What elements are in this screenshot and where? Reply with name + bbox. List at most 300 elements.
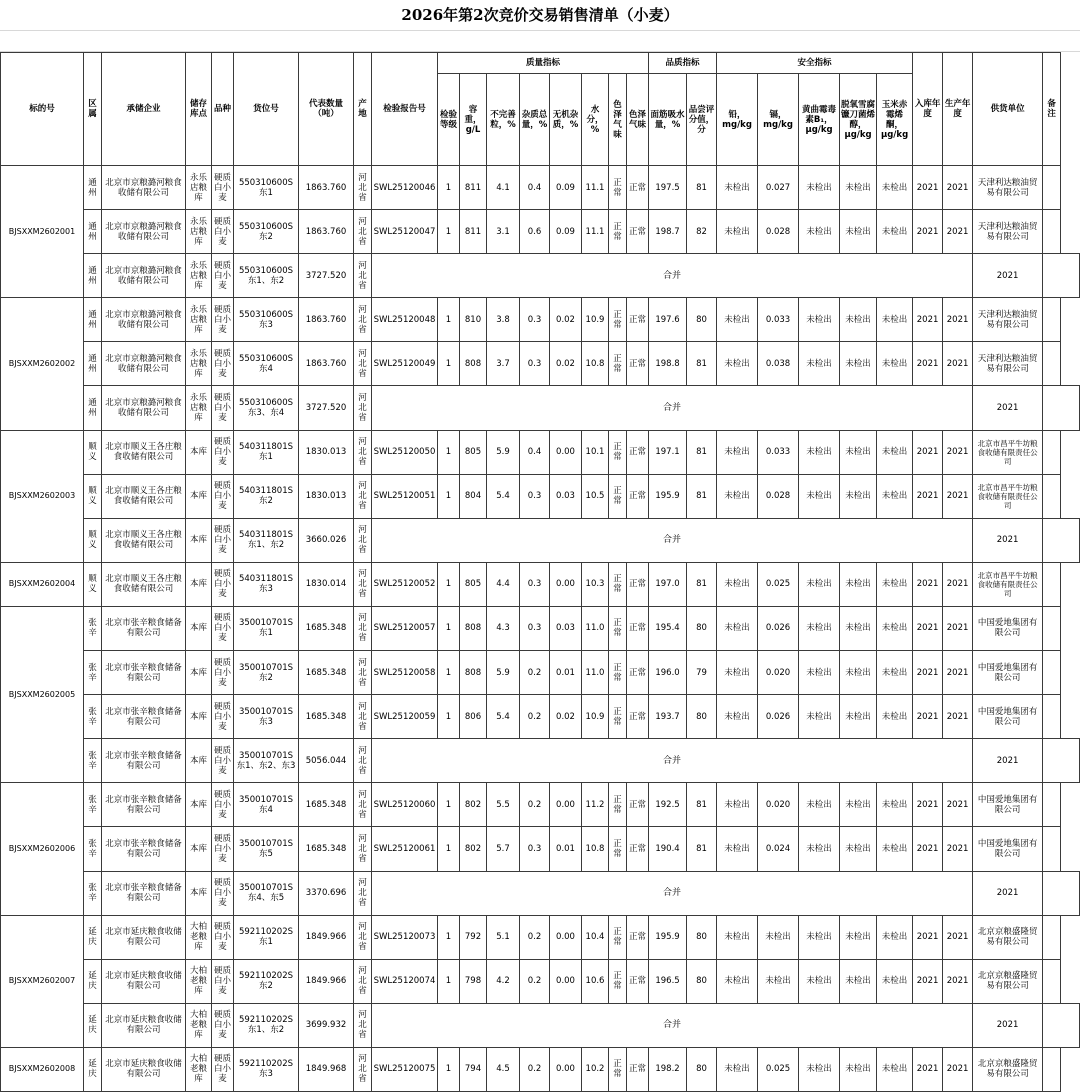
color2-cell: 正常	[627, 210, 649, 254]
header-grade: 检验等级	[438, 74, 460, 166]
prod-year-cell: 2021	[943, 430, 973, 474]
color2-cell: 正常	[627, 783, 649, 827]
gluten-cell: 198.8	[649, 342, 687, 386]
color2-cell: 正常	[627, 695, 649, 739]
origin-cell: 河北省	[354, 386, 372, 430]
variety-cell: 硬质白小麦	[212, 386, 234, 430]
sales-table	[0, 52, 1080, 1092]
remark-cell	[1043, 695, 1061, 739]
remark-cell	[1043, 474, 1061, 518]
imperfect-cell: 5.9	[487, 651, 520, 695]
supplier-cell: 天津利达粮油贸易有限公司	[973, 342, 1043, 386]
aflatoxin-cell: 未检出	[799, 783, 840, 827]
color-cell: 正常	[609, 606, 627, 650]
cadmium-cell: 0.033	[758, 430, 799, 474]
district-cell: 通州	[84, 386, 102, 430]
supplier-cell: 北京市昌平牛坊粮食收储有限责任公司	[973, 562, 1043, 606]
mineral-cell: 0.00	[550, 562, 582, 606]
depot-cell: 大柏老粮库	[186, 1003, 212, 1047]
company-cell: 北京市张辛粮食储备有限公司	[102, 651, 186, 695]
in-year-cell: 2021	[913, 959, 943, 1003]
table-row	[1, 474, 1080, 518]
grade-cell: 1	[438, 166, 460, 210]
header-aflatoxin: 黄曲霉毒素B₁，μg/kg	[799, 74, 840, 166]
in-year-cell: 2021	[913, 695, 943, 739]
origin-cell: 河北省	[354, 518, 372, 562]
quantity-cell: 1685.348	[299, 783, 354, 827]
supplier-cell: 中国爱地集团有限公司	[973, 783, 1043, 827]
imperfect-cell: 5.4	[487, 695, 520, 739]
gluten-cell: 192.5	[649, 783, 687, 827]
prod-year-cell: 2021	[943, 915, 973, 959]
company-cell: 北京市顺义王各庄粮食收储有限公司	[102, 518, 186, 562]
header-group-quality: 质量指标	[438, 53, 649, 74]
aflatoxin-cell: 未检出	[799, 1047, 840, 1091]
moisture-cell: 10.8	[582, 827, 609, 871]
zen-cell: 未检出	[877, 651, 913, 695]
variety-cell: 硬质白小麦	[212, 651, 234, 695]
lead-cell: 未检出	[717, 651, 758, 695]
header-impurity: 杂质总量，%	[520, 74, 550, 166]
gluten-cell: 197.0	[649, 562, 687, 606]
gluten-cell: 197.5	[649, 166, 687, 210]
mineral-cell: 0.02	[550, 298, 582, 342]
header-don: 脱氧雪腐镰刀菌烯醇，μg/kg	[840, 74, 877, 166]
zen-cell: 未检出	[877, 298, 913, 342]
density-cell: 802	[460, 827, 487, 871]
district-cell: 张辛	[84, 695, 102, 739]
blank-cell	[1043, 254, 1080, 298]
merged-label-cell: 合并	[372, 518, 973, 562]
mineral-cell: 0.00	[550, 783, 582, 827]
table-row	[1, 1047, 1080, 1091]
table-row	[1, 210, 1080, 254]
score-cell: 81	[687, 430, 717, 474]
mineral-cell: 0.09	[550, 210, 582, 254]
header-district: 区属	[84, 53, 102, 166]
color-cell: 正常	[609, 562, 627, 606]
lead-cell: 未检出	[717, 606, 758, 650]
impurity-cell: 0.3	[520, 474, 550, 518]
score-cell: 81	[687, 342, 717, 386]
prod-year-cell: 2021	[943, 695, 973, 739]
district-cell: 通州	[84, 166, 102, 210]
header-variety: 品种	[212, 53, 234, 166]
header-lead: 铅，mg/kg	[717, 74, 758, 166]
imperfect-cell: 5.1	[487, 915, 520, 959]
moisture-cell: 11.1	[582, 210, 609, 254]
zen-cell: 未检出	[877, 474, 913, 518]
aflatoxin-cell: 未检出	[799, 474, 840, 518]
cadmium-cell: 未检出	[758, 915, 799, 959]
report-cell: SWL25120048	[372, 298, 438, 342]
depot-cell: 本库	[186, 474, 212, 518]
grade-cell: 1	[438, 474, 460, 518]
score-cell: 80	[687, 606, 717, 650]
company-cell: 北京市延庆粮食收储有限公司	[102, 915, 186, 959]
report-cell: SWL25120073	[372, 915, 438, 959]
location-cell: 540311801S东1	[234, 430, 299, 474]
gluten-cell: 196.0	[649, 651, 687, 695]
variety-cell: 硬质白小麦	[212, 210, 234, 254]
remark-cell	[1043, 342, 1061, 386]
merged-label-cell: 合并	[372, 254, 973, 298]
district-cell: 张辛	[84, 651, 102, 695]
supplier-cell: 中国爱地集团有限公司	[973, 651, 1043, 695]
company-cell: 北京市延庆粮食收储有限公司	[102, 959, 186, 1003]
report-cell: SWL25120057	[372, 606, 438, 650]
color-cell: 正常	[609, 166, 627, 210]
blank-cell	[1043, 871, 1080, 915]
variety-cell: 硬质白小麦	[212, 430, 234, 474]
district-cell: 通州	[84, 210, 102, 254]
in-year-cell: 2021	[913, 342, 943, 386]
district-cell: 通州	[84, 254, 102, 298]
density-cell: 805	[460, 430, 487, 474]
impurity-cell: 0.6	[520, 210, 550, 254]
cadmium-cell: 0.025	[758, 562, 799, 606]
cadmium-cell: 0.033	[758, 298, 799, 342]
company-cell: 北京市京粮潞河粮食收储有限公司	[102, 298, 186, 342]
quantity-cell: 1685.348	[299, 695, 354, 739]
remark-cell	[1043, 651, 1061, 695]
quantity-cell: 3660.026	[299, 518, 354, 562]
gluten-cell: 195.4	[649, 606, 687, 650]
origin-cell: 河北省	[354, 871, 372, 915]
company-cell: 北京市顺义王各庄粮食收储有限公司	[102, 562, 186, 606]
header-lot-no: 标的号	[1, 53, 84, 166]
company-cell: 北京市京粮潞河粮食收储有限公司	[102, 210, 186, 254]
location-cell: 550310600S东1、东2	[234, 254, 299, 298]
score-cell: 81	[687, 166, 717, 210]
don-cell: 未检出	[840, 298, 877, 342]
merged-label-cell: 合并	[372, 386, 973, 430]
impurity-cell: 0.3	[520, 827, 550, 871]
district-cell: 延庆	[84, 959, 102, 1003]
variety-cell: 硬质白小麦	[212, 518, 234, 562]
don-cell: 未检出	[840, 474, 877, 518]
lead-cell: 未检出	[717, 474, 758, 518]
lead-cell: 未检出	[717, 915, 758, 959]
lead-cell: 未检出	[717, 695, 758, 739]
color-cell: 正常	[609, 959, 627, 1003]
depot-cell: 大柏老粮库	[186, 1047, 212, 1091]
impurity-cell: 0.2	[520, 695, 550, 739]
imperfect-cell: 3.1	[487, 210, 520, 254]
density-cell: 798	[460, 959, 487, 1003]
cadmium-cell: 0.026	[758, 606, 799, 650]
district-cell: 顺义	[84, 562, 102, 606]
company-cell: 北京市张辛粮食储备有限公司	[102, 739, 186, 783]
gluten-cell: 190.4	[649, 827, 687, 871]
lead-cell: 未检出	[717, 959, 758, 1003]
in-year-cell: 2021	[913, 474, 943, 518]
zen-cell: 未检出	[877, 695, 913, 739]
color-cell: 正常	[609, 651, 627, 695]
report-cell: SWL25120059	[372, 695, 438, 739]
table-row	[1, 783, 1080, 827]
aflatoxin-cell: 未检出	[799, 342, 840, 386]
quantity-cell: 1830.014	[299, 562, 354, 606]
quantity-cell: 5056.044	[299, 739, 354, 783]
company-cell: 北京市张辛粮食储备有限公司	[102, 871, 186, 915]
prod-year-cell: 2021	[943, 210, 973, 254]
density-cell: 792	[460, 915, 487, 959]
mineral-cell: 0.09	[550, 166, 582, 210]
in-year-cell: 2021	[913, 562, 943, 606]
moisture-cell: 10.3	[582, 562, 609, 606]
quantity-cell: 1863.760	[299, 298, 354, 342]
quantity-cell: 1830.013	[299, 430, 354, 474]
score-cell: 79	[687, 651, 717, 695]
table-row	[1, 562, 1080, 606]
supplier-cell: 中国爱地集团有限公司	[973, 606, 1043, 650]
header-origin: 产地	[354, 53, 372, 166]
header-moisture: 水分，%	[582, 74, 609, 166]
moisture-cell: 10.5	[582, 474, 609, 518]
in-year-cell: 2021	[973, 871, 1043, 915]
color2-cell: 正常	[627, 342, 649, 386]
quantity-cell: 1849.966	[299, 915, 354, 959]
quantity-cell: 1849.968	[299, 1047, 354, 1091]
origin-cell: 河北省	[354, 695, 372, 739]
supplier-cell: 北京京粮盛隆贸易有限公司	[973, 915, 1043, 959]
aflatoxin-cell: 未检出	[799, 430, 840, 474]
variety-cell: 硬质白小麦	[212, 783, 234, 827]
location-cell: 550310600S东3	[234, 298, 299, 342]
quantity-cell: 1849.966	[299, 959, 354, 1003]
depot-cell: 本库	[186, 430, 212, 474]
report-cell: SWL25120051	[372, 474, 438, 518]
variety-cell: 硬质白小麦	[212, 1047, 234, 1091]
district-cell: 通州	[84, 342, 102, 386]
merged-label-cell: 合并	[372, 1003, 973, 1047]
origin-cell: 河北省	[354, 342, 372, 386]
table-row	[1, 915, 1080, 959]
don-cell: 未检出	[840, 783, 877, 827]
imperfect-cell: 3.7	[487, 342, 520, 386]
depot-cell: 大柏老粮库	[186, 959, 212, 1003]
grade-cell: 1	[438, 827, 460, 871]
moisture-cell: 10.2	[582, 1047, 609, 1091]
table-row-merged	[1, 871, 1080, 915]
mineral-cell: 0.00	[550, 430, 582, 474]
depot-cell: 永乐店粮库	[186, 386, 212, 430]
remark-cell	[1043, 430, 1061, 474]
zen-cell: 未检出	[877, 915, 913, 959]
quantity-cell: 3370.696	[299, 871, 354, 915]
table-row	[1, 342, 1080, 386]
cadmium-cell: 0.020	[758, 651, 799, 695]
color2-cell: 正常	[627, 166, 649, 210]
variety-cell: 硬质白小麦	[212, 606, 234, 650]
supplier-cell: 北京市昌平牛坊粮食收储有限责任公司	[973, 430, 1043, 474]
density-cell: 811	[460, 166, 487, 210]
in-year-cell: 2021	[973, 518, 1043, 562]
header-prod-year: 生产年度	[943, 53, 973, 166]
score-cell: 80	[687, 959, 717, 1003]
zen-cell: 未检出	[877, 827, 913, 871]
lead-cell: 未检出	[717, 342, 758, 386]
table-row	[1, 298, 1080, 342]
aflatoxin-cell: 未检出	[799, 959, 840, 1003]
header-location: 货位号	[234, 53, 299, 166]
color2-cell: 正常	[627, 562, 649, 606]
aflatoxin-cell: 未检出	[799, 915, 840, 959]
origin-cell: 河北省	[354, 739, 372, 783]
don-cell: 未检出	[840, 606, 877, 650]
variety-cell: 硬质白小麦	[212, 254, 234, 298]
color2-cell: 正常	[627, 606, 649, 650]
don-cell: 未检出	[840, 651, 877, 695]
company-cell: 北京市张辛粮食储备有限公司	[102, 695, 186, 739]
header-company: 承储企业	[102, 53, 186, 166]
depot-cell: 本库	[186, 518, 212, 562]
don-cell: 未检出	[840, 342, 877, 386]
impurity-cell: 0.3	[520, 562, 550, 606]
don-cell: 未检出	[840, 827, 877, 871]
quantity-cell: 1685.348	[299, 827, 354, 871]
zen-cell: 未检出	[877, 210, 913, 254]
header-density: 容重，g/L	[460, 74, 487, 166]
moisture-cell: 10.1	[582, 430, 609, 474]
cadmium-cell: 0.027	[758, 166, 799, 210]
variety-cell: 硬质白小麦	[212, 827, 234, 871]
impurity-cell: 0.2	[520, 1047, 550, 1091]
quantity-cell: 1863.760	[299, 342, 354, 386]
depot-cell: 本库	[186, 606, 212, 650]
table-row-merged	[1, 386, 1080, 430]
variety-cell: 硬质白小麦	[212, 915, 234, 959]
moisture-cell: 10.8	[582, 342, 609, 386]
color-cell: 正常	[609, 430, 627, 474]
header-depot: 储存库点	[186, 53, 212, 166]
location-cell: 540311801S东3	[234, 562, 299, 606]
depot-cell: 永乐店粮库	[186, 342, 212, 386]
imperfect-cell: 4.2	[487, 959, 520, 1003]
impurity-cell: 0.4	[520, 166, 550, 210]
report-cell: SWL25120075	[372, 1047, 438, 1091]
color2-cell: 正常	[627, 430, 649, 474]
color2-cell: 正常	[627, 1047, 649, 1091]
company-cell: 北京市张辛粮食储备有限公司	[102, 827, 186, 871]
district-cell: 延庆	[84, 915, 102, 959]
cadmium-cell: 0.020	[758, 783, 799, 827]
remark-cell	[1043, 562, 1061, 606]
depot-cell: 本库	[186, 783, 212, 827]
impurity-cell: 0.4	[520, 430, 550, 474]
table-row-merged	[1, 254, 1080, 298]
supplier-cell: 中国爱地集团有限公司	[973, 695, 1043, 739]
header-imperfect: 不完善粒，%	[487, 74, 520, 166]
remark-cell	[1043, 606, 1061, 650]
don-cell: 未检出	[840, 959, 877, 1003]
location-cell: 550310600S东3、东4	[234, 386, 299, 430]
location-cell: 350010701S东1、东2、东3	[234, 739, 299, 783]
blank-cell	[1043, 518, 1080, 562]
prod-year-cell: 2021	[943, 959, 973, 1003]
header-supplier: 供货单位	[973, 53, 1043, 166]
don-cell: 未检出	[840, 695, 877, 739]
lot-number-cell: BJSXXM2602004	[1, 562, 84, 606]
remark-cell	[1043, 827, 1061, 871]
location-cell: 592110202S东1、东2	[234, 1003, 299, 1047]
district-cell: 延庆	[84, 1047, 102, 1091]
gluten-cell: 193.7	[649, 695, 687, 739]
cadmium-cell: 未检出	[758, 959, 799, 1003]
remark-cell	[1043, 1047, 1061, 1091]
origin-cell: 河北省	[354, 959, 372, 1003]
lot-number-cell: BJSXXM2602006	[1, 783, 84, 915]
origin-cell: 河北省	[354, 915, 372, 959]
imperfect-cell: 4.3	[487, 606, 520, 650]
company-cell: 北京市京粮潞河粮食收储有限公司	[102, 386, 186, 430]
in-year-cell: 2021	[913, 430, 943, 474]
prod-year-cell: 2021	[943, 783, 973, 827]
grade-cell: 1	[438, 783, 460, 827]
report-cell: SWL25120060	[372, 783, 438, 827]
page-title: 2026年第2次竞价交易销售清单（小麦）	[401, 6, 679, 24]
aflatoxin-cell: 未检出	[799, 651, 840, 695]
remark-cell	[1043, 210, 1061, 254]
company-cell: 北京市京粮潞河粮食收储有限公司	[102, 166, 186, 210]
cadmium-cell: 0.028	[758, 210, 799, 254]
report-cell: SWL25120047	[372, 210, 438, 254]
depot-cell: 本库	[186, 695, 212, 739]
district-cell: 张辛	[84, 739, 102, 783]
grade-cell: 1	[438, 298, 460, 342]
density-cell: 808	[460, 606, 487, 650]
report-cell: SWL25120049	[372, 342, 438, 386]
table-row	[1, 959, 1080, 1003]
imperfect-cell: 5.4	[487, 474, 520, 518]
depot-cell: 永乐店粮库	[186, 210, 212, 254]
aflatoxin-cell: 未检出	[799, 210, 840, 254]
merged-label-cell: 合并	[372, 871, 973, 915]
moisture-cell: 11.2	[582, 783, 609, 827]
mineral-cell: 0.01	[550, 651, 582, 695]
district-cell: 张辛	[84, 783, 102, 827]
variety-cell: 硬质白小麦	[212, 298, 234, 342]
color-cell: 正常	[609, 915, 627, 959]
density-cell: 804	[460, 474, 487, 518]
color-cell: 正常	[609, 210, 627, 254]
zen-cell: 未检出	[877, 166, 913, 210]
grade-cell: 1	[438, 915, 460, 959]
header-gluten: 面筋吸水量，%	[649, 74, 687, 166]
quantity-cell: 3699.932	[299, 1003, 354, 1047]
density-cell: 802	[460, 783, 487, 827]
density-cell: 810	[460, 298, 487, 342]
header-mineral: 无机杂质，%	[550, 74, 582, 166]
location-cell: 350010701S东4、东5	[234, 871, 299, 915]
color2-cell: 正常	[627, 915, 649, 959]
score-cell: 80	[687, 298, 717, 342]
company-cell: 北京市延庆粮食收储有限公司	[102, 1047, 186, 1091]
report-cell: SWL25120052	[372, 562, 438, 606]
gluten-cell: 198.2	[649, 1047, 687, 1091]
location-cell: 550310600S东1	[234, 166, 299, 210]
header-in-year: 入库年度	[913, 53, 943, 166]
variety-cell: 硬质白小麦	[212, 695, 234, 739]
moisture-cell: 11.1	[582, 166, 609, 210]
lead-cell: 未检出	[717, 166, 758, 210]
table-row	[1, 651, 1080, 695]
prod-year-cell: 2021	[943, 651, 973, 695]
mineral-cell: 0.00	[550, 915, 582, 959]
company-cell: 北京市张辛粮食储备有限公司	[102, 606, 186, 650]
zen-cell: 未检出	[877, 606, 913, 650]
